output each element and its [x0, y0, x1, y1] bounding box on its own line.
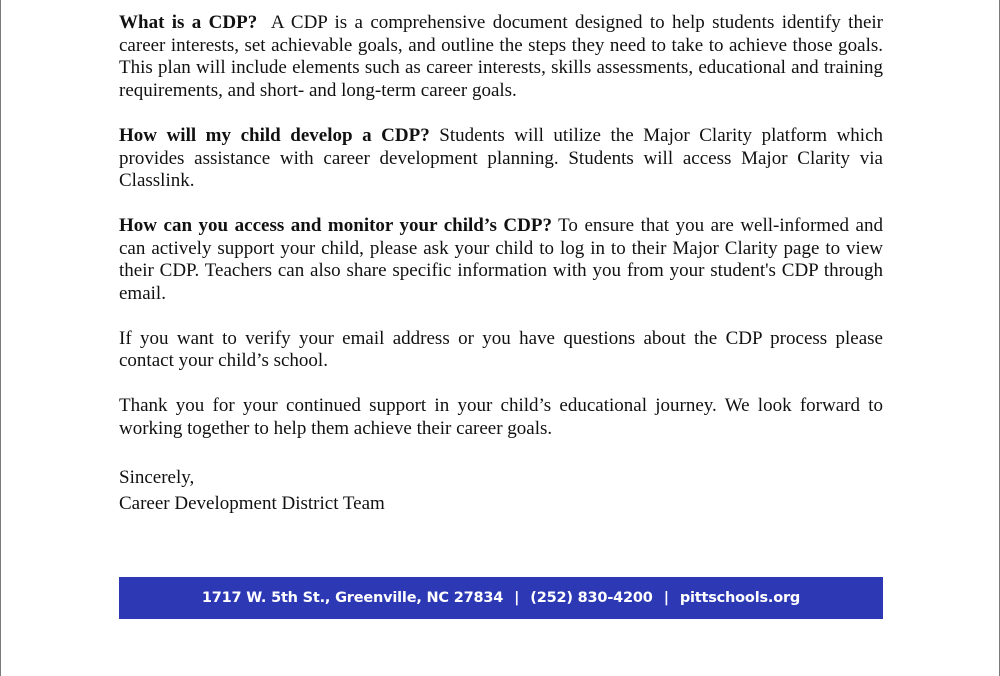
- answer-how-develop: Students will utilize the Major Clarity platform which provides assistance with career development planning. Students will access Major Clarity via Classlink.: [119, 124, 884, 192]
- footer-separator: |: [663, 590, 669, 606]
- answer-access-monitor: To ensure that you are well-informed and can actively support your child, please ask your child to log in to their Major Clarity page to view their CDP. Teachers can also share specific information with you from your student's CDP through email.: [119, 214, 883, 305]
- paragraph-verify-email: If you want to verify your email address or you have questions about the CDP process please contact your child’s school.: [119, 327, 883, 372]
- paragraph-access-monitor: [119, 215, 883, 306]
- answer-what-is-cdp: A CDP is a comprehensive document designed to help students identify their career interests, set achievable goals, and outline the steps they need to take to achieve those goals. This plan will include elements such as career interests, skills assessments, educational and training requirements, and short- and long-term career goals.: [119, 12, 883, 102]
- signature: Career Development District Team: [119, 492, 385, 514]
- question-what-is-cdp: What is a CDP?: [119, 12, 258, 33]
- footer-address: 1717 W. 5th St., Greenville, NC 27834: [201, 590, 504, 606]
- footer-website[interactable]: pittschools.org: [679, 590, 801, 606]
- page-left-edge: [0, 0, 1, 676]
- letter-body: [119, 12, 883, 517]
- paragraph-how-develop: [119, 125, 883, 193]
- question-how-develop: How will my child develop a CDP?: [119, 124, 430, 146]
- footer-separator: |: [514, 590, 520, 606]
- footer-phone: (252) 830-4200: [530, 590, 653, 606]
- question-access-monitor: How can you access and monitor your child’s CDP?: [119, 214, 552, 236]
- paragraph-thank-you: Thank you for your continued support in your child’s educational journey. We look forward to working together to help them achieve their career goals.: [119, 395, 883, 439]
- footer-bar: [119, 577, 883, 619]
- paragraph-what-is-cdp: [119, 12, 883, 103]
- salutation: Sincerely,: [119, 466, 195, 488]
- closing-block: [119, 465, 883, 517]
